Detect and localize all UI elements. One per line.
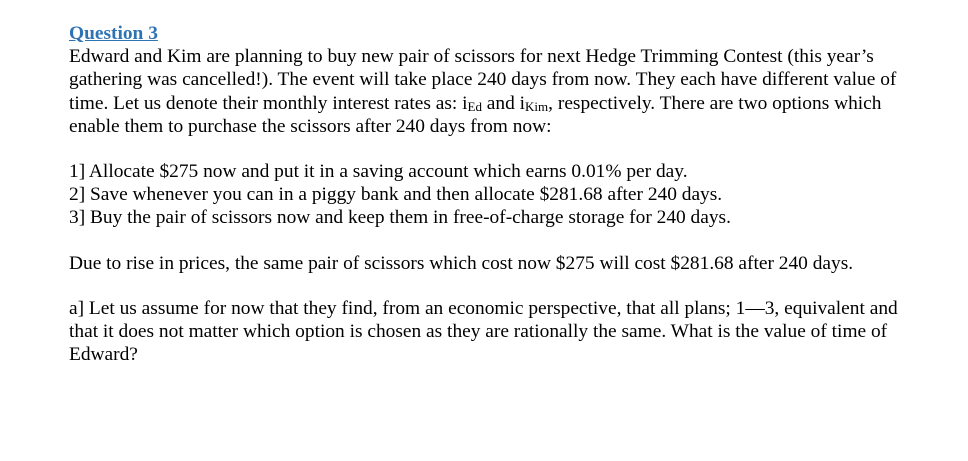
spacer bbox=[69, 275, 899, 297]
option-3: 3] Buy the pair of scissors now and keep them in free-of-charge storage for 240 days. bbox=[69, 207, 731, 229]
intro-paragraph bbox=[69, 45, 899, 138]
interest-rate-kim-subscript: Kim bbox=[525, 98, 549, 114]
part-a-question: a] Let us assume for now that they find, from an economic perspective, that all plans; 1—3, equivalent and that it does not matter which option is chosen as they are rationally the same. What is the value of time of Edward? bbox=[69, 297, 898, 366]
option-2: 2] Save whenever you can in a piggy bank and then allocate $281.68 after 240 days. bbox=[69, 184, 723, 206]
option-1: 1] Allocate $275 now and put it in a saving account which earns 0.01% per day. bbox=[69, 161, 688, 183]
interest-rate-kim-base: i bbox=[519, 92, 526, 114]
question-heading: Question 3 bbox=[69, 23, 158, 44]
options-list bbox=[69, 160, 899, 230]
interest-rate-ed bbox=[462, 93, 482, 114]
question-document bbox=[69, 22, 899, 366]
spacer bbox=[69, 230, 899, 252]
spacer bbox=[69, 138, 899, 160]
interest-rate-ed-base: i bbox=[462, 92, 468, 114]
price-note: Due to rise in prices, the same pair of scissors which cost now $275 will cost $281.68 after 240 days. bbox=[69, 252, 854, 274]
intro-and-text: and bbox=[481, 92, 520, 114]
interest-rate-ed-subscript: Ed bbox=[467, 98, 482, 114]
intro-text-part1: Edward and Kim are planning to buy new pair of scissors for next Hedge Trimming Contest (this year’s gathering was cancelled!). The event will take place 240 days from now. They each have different value of time. Let us denote their monthly interest rates as: bbox=[69, 46, 897, 114]
intro-text-part2: , respectively. There are two options which enable them to purchase the scissors after 240 days from now: bbox=[69, 92, 882, 137]
interest-rate-kim bbox=[520, 93, 549, 114]
